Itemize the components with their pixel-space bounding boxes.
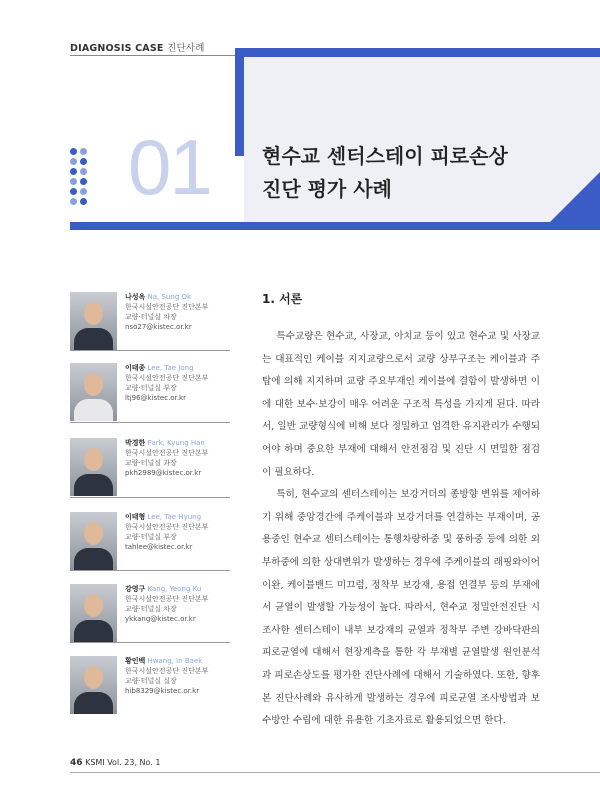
author-photo bbox=[70, 584, 117, 642]
dot bbox=[70, 198, 77, 205]
author-card bbox=[70, 438, 230, 498]
author-card bbox=[70, 584, 230, 644]
author-divider bbox=[70, 497, 230, 498]
dot bbox=[80, 148, 87, 155]
author-name-en: Park, Kyung Han bbox=[147, 439, 205, 447]
author-dept: 교량·터널실 과장 bbox=[125, 459, 177, 467]
author-org: 한국시설안전공단 진단본부 bbox=[125, 667, 209, 675]
paragraph: 특히, 현수교의 센터스테이는 보강거더의 종방향 변위를 제어하기 위해 중앙경간에 주케이블과 보강거더를 연결하는 부재이며, 공용중인 현수교 센터스테이는 통행차량하중 및 풍하중 등에 의한 외부하중에 의한 상대변위가 발생하는 경우에 주케이블의 래핑와이어 이완, 케이블밴드 미끄럼, 정착부 보강재, 용접 연결부 등의 부재에서 균열이 발생할 가능성이 높다. 따라서, 현수교 정밀안전진단 시 조사한 센터스테이 내부 보강재의 균열과 정착부 주변 강바닥판의 피로균열에 대해서 현장계측을 통한 각 부재별 균열발생 원인분석과 피로손상도를 평가한 진단사례에 대해서 기술하였다. 또한, 향후 본 진단사례와 유사하게 발생하는 경우에 피로균열 조사방법과 보수방안 수립에 대한 유용한 기초자료로 활용되었으면 한다. bbox=[262, 489, 540, 727]
author-dept: 교량·터널실 부장 bbox=[125, 384, 177, 392]
author-divider bbox=[70, 350, 230, 351]
author-email: ykkang@kistec.or.kr bbox=[125, 615, 196, 623]
body-text bbox=[262, 326, 540, 733]
author-dept: 교량·터널실 실장 bbox=[125, 677, 177, 685]
dot bbox=[80, 168, 87, 175]
author-name-en: Lee, Tae Jong bbox=[147, 364, 194, 372]
author-photo bbox=[70, 656, 117, 714]
section-label-ko: 진단사례 bbox=[167, 43, 205, 54]
dot bbox=[70, 178, 77, 185]
author-info bbox=[125, 512, 208, 552]
author-name-en: Kang, Yeong Ku bbox=[147, 585, 202, 593]
article-number: 01 bbox=[128, 123, 211, 211]
author-name: 강영구 bbox=[125, 585, 146, 593]
accent-bar-vertical bbox=[235, 48, 244, 156]
author-email: nso27@kistec.or.kr bbox=[125, 323, 192, 331]
author-name: 황인백 bbox=[125, 657, 146, 665]
dot bbox=[80, 198, 87, 205]
author-org: 한국시설안전공단 진단본부 bbox=[125, 595, 209, 603]
author-dept: 교량·터널실 차장 bbox=[125, 605, 177, 613]
dot bbox=[80, 188, 87, 195]
paragraph: 특수교량은 현수교, 사장교, 아치교 등이 있고 현수교 및 사장교는 대표적인 케이블 지지교량으로서 교량 상부구조는 케이블과 주탑에 의해 지지하며 교량 주요부재인 케이블에 결함이 발생하면 이에 대한 보수·보강이 매우 어려운 구조적 특성을 가지게 된다. 따라서, 일반 교량형식에 비해 보다 정밀하고 엄격한 유지관리가 수행되어야 하며 중요한 부재에 대해서 안전점검 및 진단 시 면밀한 점검이 필요하다. bbox=[262, 331, 540, 478]
author-card bbox=[70, 512, 230, 572]
footer-divider bbox=[70, 772, 600, 773]
author-name: 박경한 bbox=[125, 439, 146, 447]
author-card bbox=[70, 363, 230, 423]
section-label bbox=[70, 40, 205, 54]
accent-bar-top bbox=[235, 48, 600, 57]
section-heading: 1. 서론 bbox=[262, 292, 303, 306]
author-info bbox=[125, 656, 208, 696]
author-dept: 교량·터널실 부장 bbox=[125, 533, 177, 541]
author-name-en: Hwang, In Baek bbox=[147, 657, 203, 665]
dot bbox=[70, 148, 77, 155]
author-name-en: Na, Sung Ok bbox=[147, 293, 192, 301]
author-card bbox=[70, 656, 230, 716]
accent-bar-bottom bbox=[70, 222, 600, 230]
author-org: 한국시설안전공단 진단본부 bbox=[125, 523, 209, 531]
article-title-line2: 진단 평가 사례 bbox=[262, 177, 392, 201]
page-number: 46 bbox=[70, 758, 83, 768]
author-dept: 교량·터널실 차장 bbox=[125, 313, 177, 321]
author-email: tahlee@kistec.or.kr bbox=[125, 543, 193, 551]
author-name: 나성옥 bbox=[125, 293, 146, 301]
author-org: 한국시설안전공단 진단본부 bbox=[125, 374, 209, 382]
author-email: ltj96@kistec.or.kr bbox=[125, 394, 186, 402]
author-name-en: Lee, Tae Hyung bbox=[147, 513, 202, 521]
author-info bbox=[125, 584, 208, 624]
journal-info: KSMI Vol. 23, No. 1 bbox=[85, 758, 161, 767]
author-divider bbox=[70, 570, 230, 571]
author-photo bbox=[70, 363, 117, 421]
author-divider bbox=[70, 642, 230, 643]
accent-triangle bbox=[550, 172, 600, 222]
dot bbox=[80, 158, 87, 165]
author-divider bbox=[70, 422, 230, 423]
dot bbox=[70, 158, 77, 165]
author-email: hib8329@kistec.or.kr bbox=[125, 687, 200, 695]
author-photo bbox=[70, 292, 117, 350]
author-info bbox=[125, 363, 208, 403]
author-name: 이태종 bbox=[125, 364, 146, 372]
author-info bbox=[125, 438, 208, 478]
article-title-line1: 현수교 센터스테이 피로손상 bbox=[262, 144, 508, 168]
dot bbox=[80, 178, 87, 185]
dot bbox=[70, 188, 77, 195]
author-photo bbox=[70, 512, 117, 570]
dot bbox=[70, 168, 77, 175]
author-photo bbox=[70, 438, 117, 496]
author-info bbox=[125, 292, 208, 332]
author-name: 이태형 bbox=[125, 513, 146, 521]
author-org: 한국시설안전공단 진단본부 bbox=[125, 303, 209, 311]
author-email: pkh2989@kistec.or.kr bbox=[125, 469, 202, 477]
article-title bbox=[262, 140, 508, 206]
section-label-en: DIAGNOSIS CASE bbox=[70, 43, 164, 54]
page-footer bbox=[70, 758, 160, 768]
author-org: 한국시설안전공단 진단본부 bbox=[125, 449, 209, 457]
author-card bbox=[70, 292, 230, 352]
